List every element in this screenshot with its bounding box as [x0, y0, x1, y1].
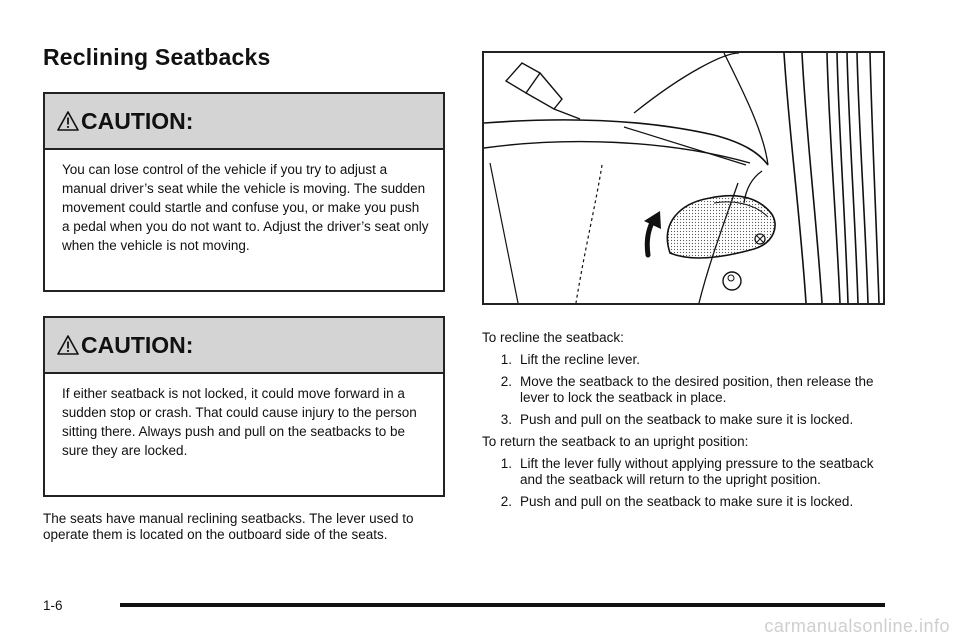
caution-box-seatback-locked	[43, 316, 445, 497]
seatbelt-buckle-drawing	[506, 63, 580, 119]
warning-triangle-icon	[57, 335, 79, 355]
upright-steps	[482, 456, 892, 510]
list-item: 2. Push and pull on the seatback to make sure it is locked.	[500, 494, 854, 509]
recline-steps	[482, 352, 892, 428]
page-number: 1-6	[43, 598, 63, 613]
caution-label: CAUTION:	[81, 331, 194, 358]
list-item: 1. Lift the lever fully without applying pressure to the seatback and the seatback will return to the upright position.	[500, 456, 874, 487]
seat-side-dashed-edge	[576, 165, 602, 303]
instructions-column	[482, 330, 892, 510]
upright-intro: To return the seatback to an upright position:	[482, 434, 749, 449]
page-title: Reclining Seatbacks	[43, 44, 271, 70]
caution-text: If either seatback is not locked, it could move forward in a sudden stop or crash. That could cause injury to the person sitting there. Always push and pull on the seatbacks to be sure they are locked.	[62, 386, 417, 458]
caution-header	[45, 318, 443, 374]
list-item: 1. Lift the recline lever.	[500, 352, 641, 367]
recline-intro: To recline the seatback:	[482, 330, 624, 345]
footer-rule	[120, 603, 885, 607]
up-arrow-icon	[644, 211, 661, 255]
caution-box-driver-seat	[43, 92, 445, 292]
intro-paragraph: The seats have manual reclining seatbacks. The lever used to operate them is located on the outboard side of the seats.	[43, 511, 414, 542]
caution-label: CAUTION:	[81, 107, 194, 134]
seat-recline-lever-illustration	[482, 51, 885, 305]
watermark: carmanualsonline.info	[764, 616, 950, 636]
list-item: 3. Push and pull on the seatback to make sure it is locked.	[500, 412, 854, 427]
caution-text: You can lose control of the vehicle if you try to adjust a manual driver’s seat while the vehicle is moving. The sudden movement could startle and confuse you, or make you push a pedal when you do not want to. Adjust the driver’s seat only when the vehicle is not moving.	[62, 162, 429, 253]
list-item: 2. Move the seatback to the desired position, then release the lever to lock the seatback in place.	[500, 374, 874, 405]
caution-header	[45, 94, 443, 150]
recline-lever-drawing	[667, 196, 775, 258]
warning-triangle-icon	[57, 111, 79, 131]
door-frame-lines	[784, 53, 879, 303]
